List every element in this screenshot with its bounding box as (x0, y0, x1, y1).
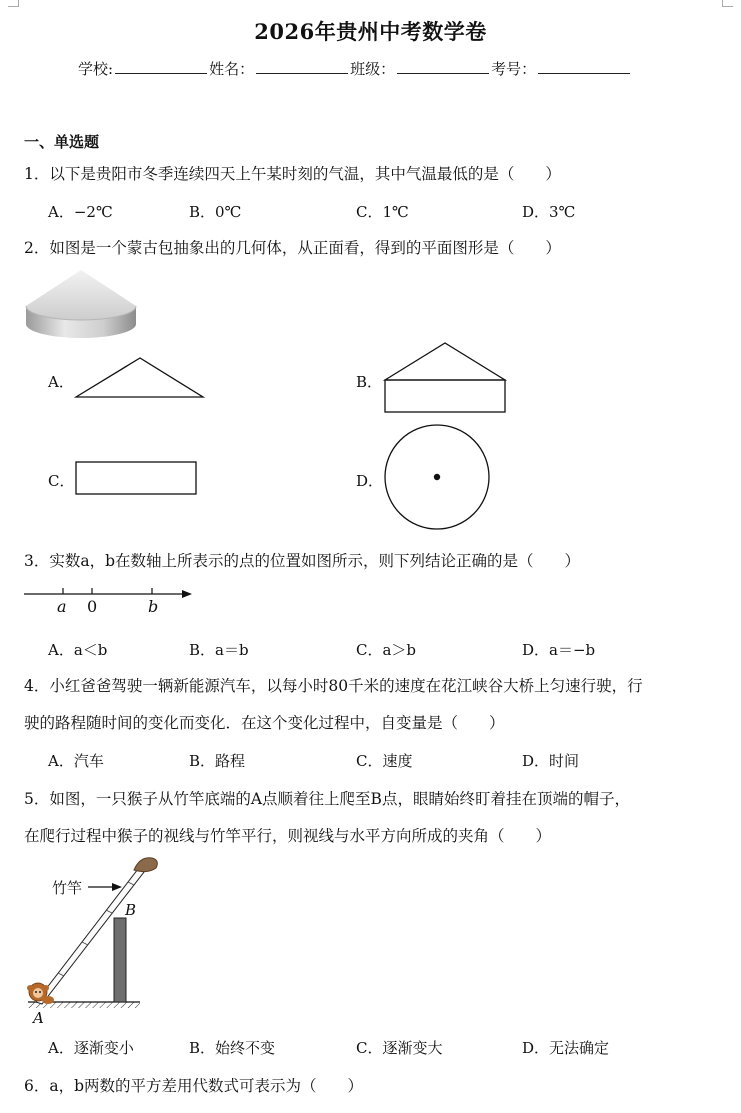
page-corner-mark-right (722, 0, 733, 7)
question-1-text: 1．以下是贵阳市冬季连续四天上午某时刻的气温，其中气温最低的是（ ） (24, 165, 561, 183)
option-a-triangle-shape[interactable] (74, 355, 206, 401)
question-2-label-d[interactable]: D． (356, 472, 384, 490)
exam-no-label: 考号： (491, 60, 537, 78)
number-line-figure (22, 584, 196, 618)
pole-label: 竹竿 (52, 879, 83, 897)
page-title: 2026年贵州中考数学卷 (254, 19, 487, 44)
option-c-rectangle-shape[interactable] (74, 460, 198, 496)
monkey-bamboo-figure (22, 852, 172, 1026)
question-1-option-a[interactable]: A．−2℃ (48, 203, 113, 221)
question-5-option-a[interactable]: A．逐渐变小 (48, 1039, 134, 1057)
school-blank[interactable] (115, 59, 207, 74)
question-1-option-d[interactable]: D．3℃ (522, 203, 576, 221)
question-2-label-a[interactable]: A． (48, 373, 74, 391)
question-4-option-c[interactable]: C．速度 (356, 752, 413, 770)
question-5-option-c[interactable]: C．逐渐变大 (356, 1039, 443, 1057)
question-2-label-c[interactable]: C． (48, 472, 75, 490)
number-line-label-zero: 0 (87, 597, 98, 616)
class-blank[interactable] (397, 59, 489, 74)
option-b-triangle-on-rectangle-shape[interactable] (383, 341, 507, 415)
question-3-option-b[interactable]: B．a＝b (189, 641, 249, 659)
student-info-line (78, 58, 632, 79)
point-a-label: A (33, 1009, 44, 1027)
question-4-option-b[interactable]: B．路程 (189, 752, 246, 770)
question-1-option-c[interactable]: C．1℃ (356, 203, 409, 221)
section-heading: 一、单选题 (24, 133, 100, 151)
question-2-label-b[interactable]: B． (356, 373, 383, 391)
question-5-option-b[interactable]: B．始终不变 (189, 1039, 276, 1057)
number-line-label-b: b (148, 597, 159, 616)
school-label: 学校: (78, 60, 114, 78)
name-blank[interactable] (256, 59, 348, 74)
mongolian-yurt-figure (22, 266, 140, 342)
option-d-circle-with-center-shape[interactable] (383, 423, 493, 531)
number-line-label-a: a (57, 597, 67, 616)
question-5-text-line1: 5．如图，一只猴子从竹竿底端的A点顺着往上爬至B点，眼睛始终盯着挂在顶端的帽子， (24, 790, 630, 808)
question-3-text: 3．实数a，b在数轴上所表示的点的位置如图所示，则下列结论正确的是（ ） (24, 552, 581, 570)
question-5-option-d[interactable]: D．无法确定 (522, 1039, 610, 1057)
question-3-option-a[interactable]: A．a＜b (48, 641, 108, 659)
question-4-option-a[interactable]: A．汽车 (48, 752, 104, 770)
question-3-option-c[interactable]: C．a＞b (356, 641, 417, 659)
exam-no-blank[interactable] (538, 59, 630, 74)
question-4-text-line1: 4．小红爸爸驾驶一辆新能源汽车，以每小时80千米的速度在花江峡谷大桥上匀速行驶，行 (24, 677, 643, 695)
question-4-text-line2: 驶的路程随时间的变化而变化．在这个变化过程中，自变量是（ ） (24, 714, 505, 732)
page-corner-mark-left (8, 0, 19, 7)
point-b-label: B (125, 901, 137, 919)
question-3-option-d[interactable]: D．a＝−b (522, 641, 596, 659)
question-5-text-line2: 在爬行过程中猴子的视线与竹竿平行，则视线与水平方向所成的夹角（ ） (24, 827, 552, 845)
question-4-option-d[interactable]: D．时间 (522, 752, 580, 770)
question-2-text: 2．如图是一个蒙古包抽象出的几何体，从正面看，得到的平面图形是（ ） (24, 239, 561, 257)
name-label: 姓名： (209, 60, 255, 78)
class-label: 班级： (350, 60, 396, 78)
question-1-option-b[interactable]: B．0℃ (189, 203, 242, 221)
question-6-text: 6．a，b两数的平方差用代数式可表示为（ ） (24, 1077, 364, 1095)
